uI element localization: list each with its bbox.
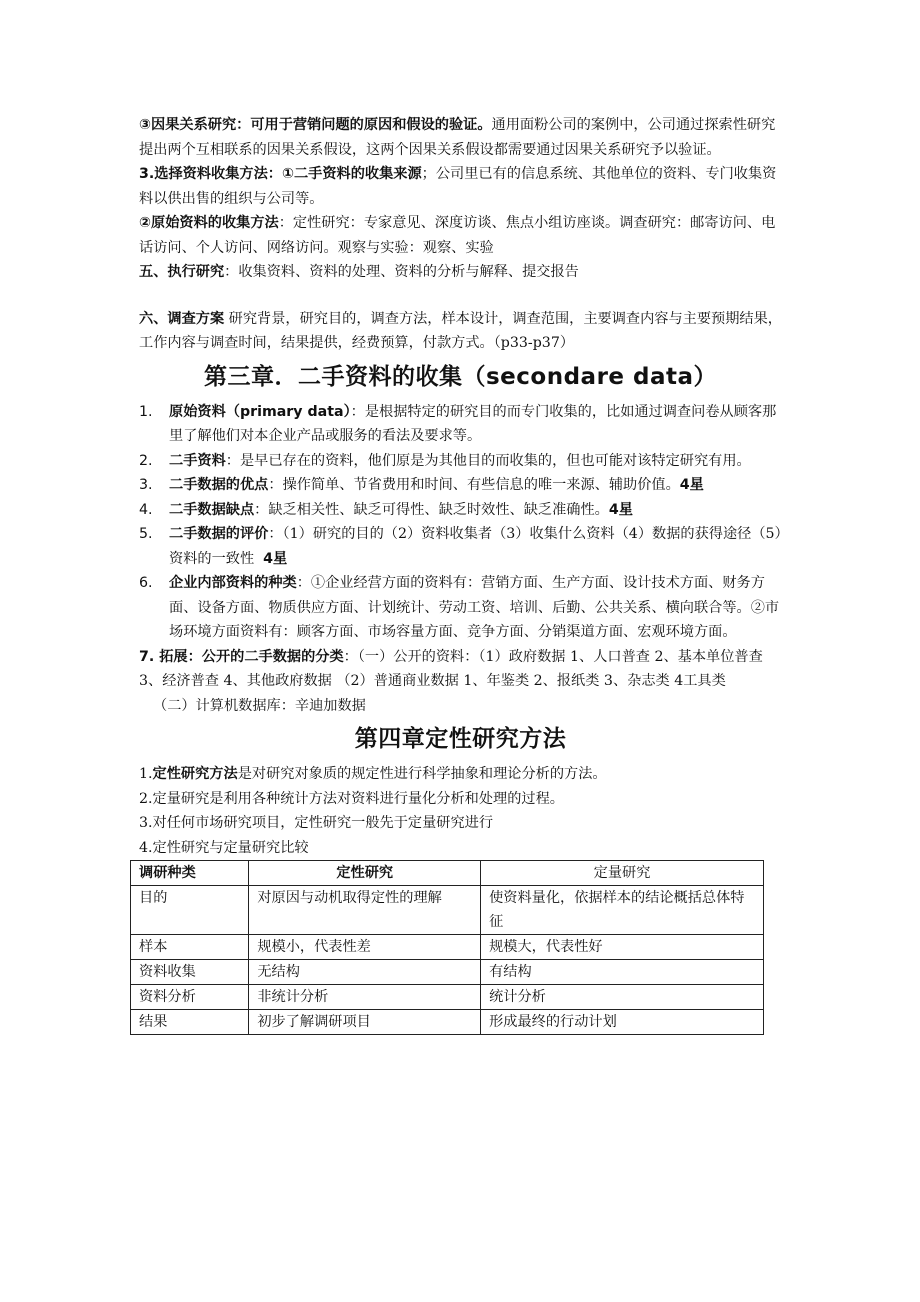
list-item-text: ：①企业经营方面的资料有：营销方面、生产方面、设计技术方面、财务方面、设备方面、物质供应方面、计划统计、劳动工资、培训、后勤、公共关系、横向联合等。②市场环境方面资料有：顾客方面、市场容量方面、竞争方面、分销渠道方面、宏观环境方面。	[169, 575, 780, 640]
table-row	[131, 985, 764, 1010]
header-qualitative: 定性研究	[336, 865, 394, 881]
list-number: 6.	[139, 575, 153, 591]
table-header-cell: 定量研究	[481, 861, 764, 886]
table-cell: 有结构	[481, 960, 764, 985]
bold-public-data: 7. 拓展：公开的二手数据的分类	[139, 648, 344, 665]
list-item	[139, 498, 782, 523]
paragraph-order: 3.对任何市场研究项目，定性研究一般先于定量研究进行	[139, 815, 494, 831]
list-number: 4.	[139, 501, 153, 518]
text-survey-plan: 研究背景，研究目的，调查方法，样本设计，调查范围，主要调查内容与主要预期结果，工作内容与调查时间，结果提供，经费预算，付款方式。（p33-p37）	[139, 310, 782, 351]
paragraph-public-data	[139, 645, 782, 694]
list-item-term: 原始资料（primary data）	[169, 403, 351, 420]
table-cell: 规模大，代表性好	[481, 935, 764, 960]
paragraph-number: 1.	[139, 766, 153, 782]
list-item	[139, 571, 782, 645]
list-item-term: 二手数据缺点	[169, 501, 255, 518]
list-item	[139, 449, 782, 474]
bold-survey-plan: 六、调查方案	[139, 310, 225, 327]
list-item	[139, 473, 782, 498]
paragraph-execute-research	[139, 260, 782, 285]
table-header-cell	[249, 861, 481, 886]
paragraph-causal-research	[139, 113, 782, 162]
table-cell: 非统计分析	[249, 985, 481, 1010]
star-rating-label: 4星	[679, 477, 704, 493]
paragraph-database: （二）计算机数据库：辛迪加数据	[153, 697, 366, 714]
text-qualitative-def: 是对研究对象质的规定性进行科学抽象和理论分析的方法。	[237, 766, 607, 782]
list-item-term: 二手数据的优点	[169, 477, 269, 493]
text-primary-method: ：定性研究：专家意见、深度访谈、焦点小组访座谈。调查研究：邮寄访问、电话访问、个人访问、网络访问。观察与实验：观察、实验	[139, 215, 776, 256]
list-number: 3.	[139, 477, 153, 493]
table-row	[131, 1010, 764, 1035]
text-execute-research: ：收集资料、资料的处理、资料的分析与解释、提交报告	[224, 264, 579, 280]
bold-causal-research: ③因果关系研究：可用于营销问题的原因和假设的验证。	[139, 117, 492, 133]
table-row	[131, 960, 764, 985]
bold-qualitative-method: 定性研究方法	[152, 766, 238, 782]
bold-choose-method: 3.选择资料收集方法：	[139, 166, 282, 182]
list-item-text: ：操作简单、节省费用和时间、有些信息的唯一来源、辅助价值。	[268, 477, 680, 493]
paragraph-quantitative-def: 2.定量研究是利用各种统计方法对资料进行量化分析和处理的过程。	[139, 790, 564, 807]
list-item	[139, 400, 782, 449]
paragraph-data-collection	[139, 162, 782, 211]
bold-execute-research: 五、执行研究	[139, 264, 225, 280]
document-page	[139, 113, 782, 1035]
table-header-row	[131, 861, 764, 886]
table-cell: 初步了解调研项目	[249, 1010, 481, 1035]
table-row	[131, 886, 764, 935]
bold-secondary-source: ①二手资料的收集来源	[281, 166, 422, 182]
paragraph-primary-method	[139, 211, 782, 260]
table-cell: 结果	[131, 1010, 249, 1035]
list-item-text: ：（1）研究的目的（2）资料收集者（3）收集什么资料（4）数据的获得途径（5）资料的一致性	[169, 526, 782, 567]
table-cell: 目的	[131, 886, 249, 935]
list-item-term: 二手资料	[169, 452, 226, 469]
star-rating-label: 4星	[263, 550, 288, 567]
spacer	[139, 285, 782, 307]
list-item-text: ：是早已存在的资料，他们原是为其他目的而收集的，但也可能对该特定研究有用。	[225, 452, 751, 469]
comparison-table	[130, 860, 764, 1035]
table-cell: 资料分析	[131, 985, 249, 1010]
list-item-term: 企业内部资料的种类	[169, 575, 297, 591]
chapter3-title: 第三章．二手资料的收集（secondare data）	[203, 363, 718, 390]
list-item-text: ：是根据特定的研究目的而专门收集的，比如通过调查问卷从顾客那里了解他们对本企业产品或服务的看法及要求等。	[169, 403, 777, 444]
list-number: 2.	[139, 452, 153, 469]
table-cell: 无结构	[249, 960, 481, 985]
list-number: 1.	[139, 403, 153, 420]
star-rating-label: 4星	[608, 501, 633, 518]
text-public-data: ：（一）公开的资料：（1）政府数据 1、人口普查 2、基本单位普查 3、经济普查 4、其他政府数据 （2）普通商业数据 1、年鉴类 2、报纸类 3、杂志类 4工具类	[139, 648, 763, 689]
text-causal-research: 通用面粉公司的案例中，公司通过探索性研究提出两个互相联系的因果关系假设，这两个因果关系假设都需要通过因果关系研究予以验证。	[139, 117, 776, 158]
list-item-text: ：缺乏相关性、缺乏可得性、缺乏时效性、缺乏准确性。	[254, 501, 609, 518]
list-item	[139, 522, 782, 571]
paragraph-survey-plan	[139, 307, 782, 356]
list-item-term: 二手数据的评价	[169, 526, 269, 542]
table-cell: 使资料量化，依据样本的结论概括总体特征	[481, 886, 764, 935]
paragraph-qualitative-def	[139, 762, 782, 787]
table-cell: 样本	[131, 935, 249, 960]
header-type: 调研种类	[139, 865, 196, 881]
table-cell: 资料收集	[131, 960, 249, 985]
list-number: 5.	[139, 526, 153, 542]
table-cell: 统计分析	[481, 985, 764, 1010]
table-cell: 对原因与动机取得定性的理解	[249, 886, 481, 935]
table-cell: 形成最终的行动计划	[481, 1010, 764, 1035]
chapter3-list	[139, 400, 782, 645]
bold-primary-method: ②原始资料的收集方法	[139, 215, 279, 231]
text-secondary-source: ；公司里已有的信息系统、其他单位的资料、专门收集资料以供出售的组织与公司等。	[139, 166, 777, 207]
table-cell: 规模小，代表性差	[249, 935, 481, 960]
paragraph-comparison-caption: 4.定性研究与定量研究比较	[139, 839, 309, 856]
table-header-cell	[131, 861, 249, 886]
chapter4-title: 第四章定性研究方法	[354, 726, 567, 752]
table-row	[131, 935, 764, 960]
